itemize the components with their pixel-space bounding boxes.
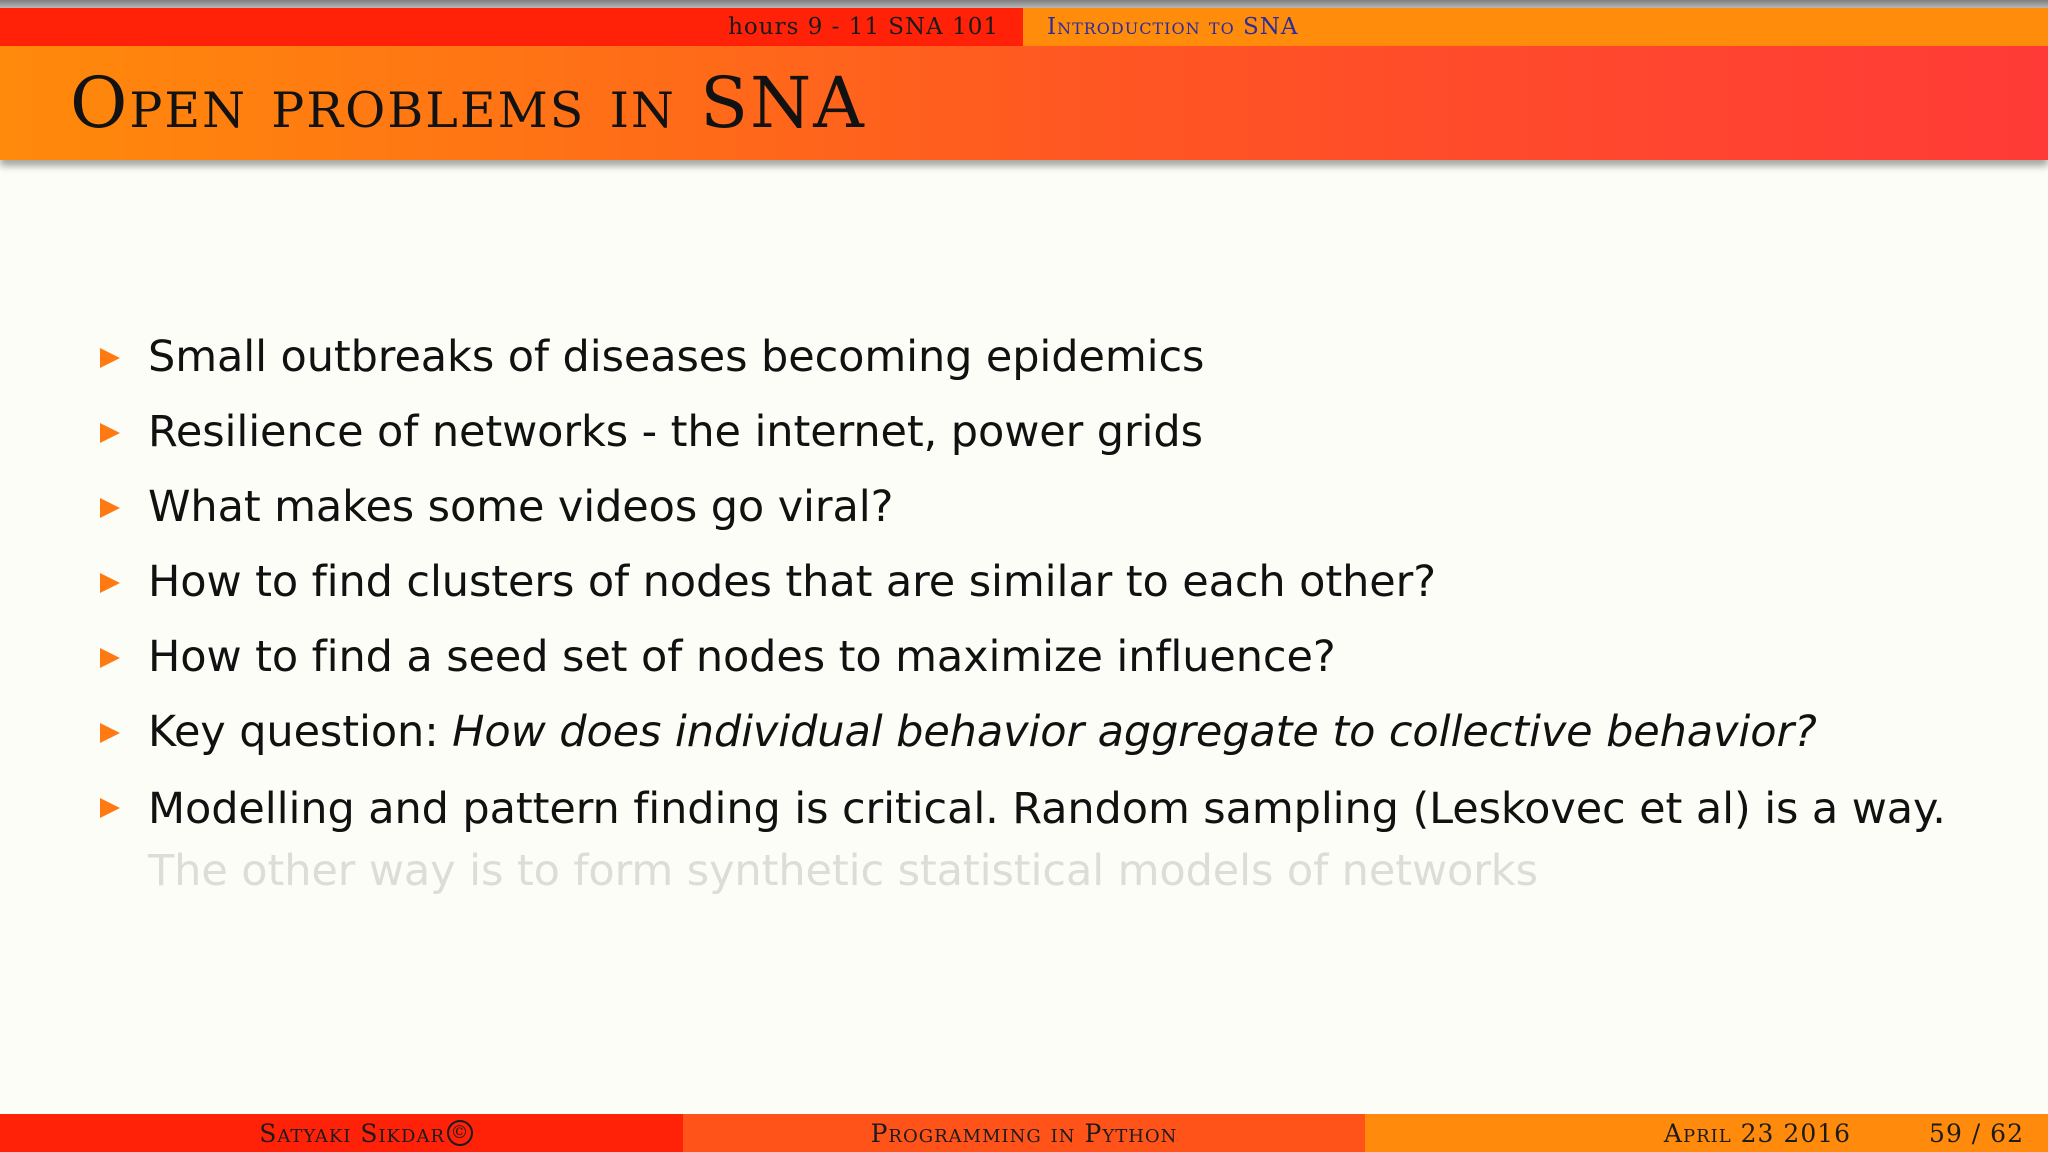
bullet-text: How to find a seed set of nodes to maximize influence?	[148, 632, 1336, 682]
bullet-item-clusters	[98, 557, 1998, 607]
triangle-bullet-icon	[100, 573, 120, 593]
bullet-text: Small outbreaks of diseases becoming epidemics	[148, 332, 1205, 382]
footer-course-title: Programming in Python	[870, 1118, 1178, 1148]
triangle-bullet-icon	[100, 648, 120, 668]
footer-course-section	[683, 1114, 1365, 1152]
triangle-bullet-icon	[100, 423, 120, 443]
triangle-bullet-icon	[100, 723, 120, 743]
footer-bar	[0, 1114, 2048, 1152]
footer-date: April 23 2016	[1663, 1118, 1852, 1148]
triangle-bullet-icon	[100, 348, 120, 368]
slide-content	[98, 332, 1998, 927]
bullet-text: What makes some videos go viral?	[148, 482, 894, 532]
copyright-icon: ©	[447, 1120, 473, 1146]
bullet-item-outbreaks	[98, 332, 1998, 382]
bullet-prefix: Key question:	[148, 707, 453, 757]
footer-page-number: 59 / 62	[1929, 1118, 2024, 1148]
slide-title: Open problems in SNA	[70, 62, 866, 144]
triangle-bullet-icon	[100, 498, 120, 518]
bullet-item-seed-set	[98, 632, 1998, 682]
bullet-text: Modelling and pattern finding is critical. Random sampling (Leskovec et al) is a way.	[148, 784, 1946, 834]
nav-section-right	[1023, 8, 2048, 46]
title-bar	[0, 46, 2048, 160]
nav-left-label: hours 9 - 11 SNA 101	[728, 14, 999, 40]
footer-date-page-section	[1365, 1114, 2048, 1152]
key-question-italic-text: How does individual behavior aggregate to collective behavior?	[452, 707, 1817, 757]
bullet-text: Resilience of networks - the internet, power grids	[148, 407, 1203, 457]
faded-bullet-continuation: The other way is to form synthetic statistical models of networks	[148, 846, 1538, 896]
bullet-item-viral-videos	[98, 482, 1998, 532]
bullet-text: How to find clusters of nodes that are similar to each other?	[148, 557, 1436, 607]
bullet-item-key-question	[98, 707, 1998, 757]
nav-right-label: Introduction to SNA	[1047, 14, 1299, 40]
bullet-item-modelling	[98, 778, 1998, 902]
triangle-bullet-icon	[100, 798, 120, 818]
nav-section-left	[0, 8, 1023, 46]
section-navigation-bar	[0, 8, 2048, 46]
top-edge-strip	[0, 0, 2048, 8]
footer-author-section	[0, 1114, 683, 1152]
footer-author: Satyaki Sikdar	[259, 1118, 445, 1148]
bullet-item-resilience	[98, 407, 1998, 457]
